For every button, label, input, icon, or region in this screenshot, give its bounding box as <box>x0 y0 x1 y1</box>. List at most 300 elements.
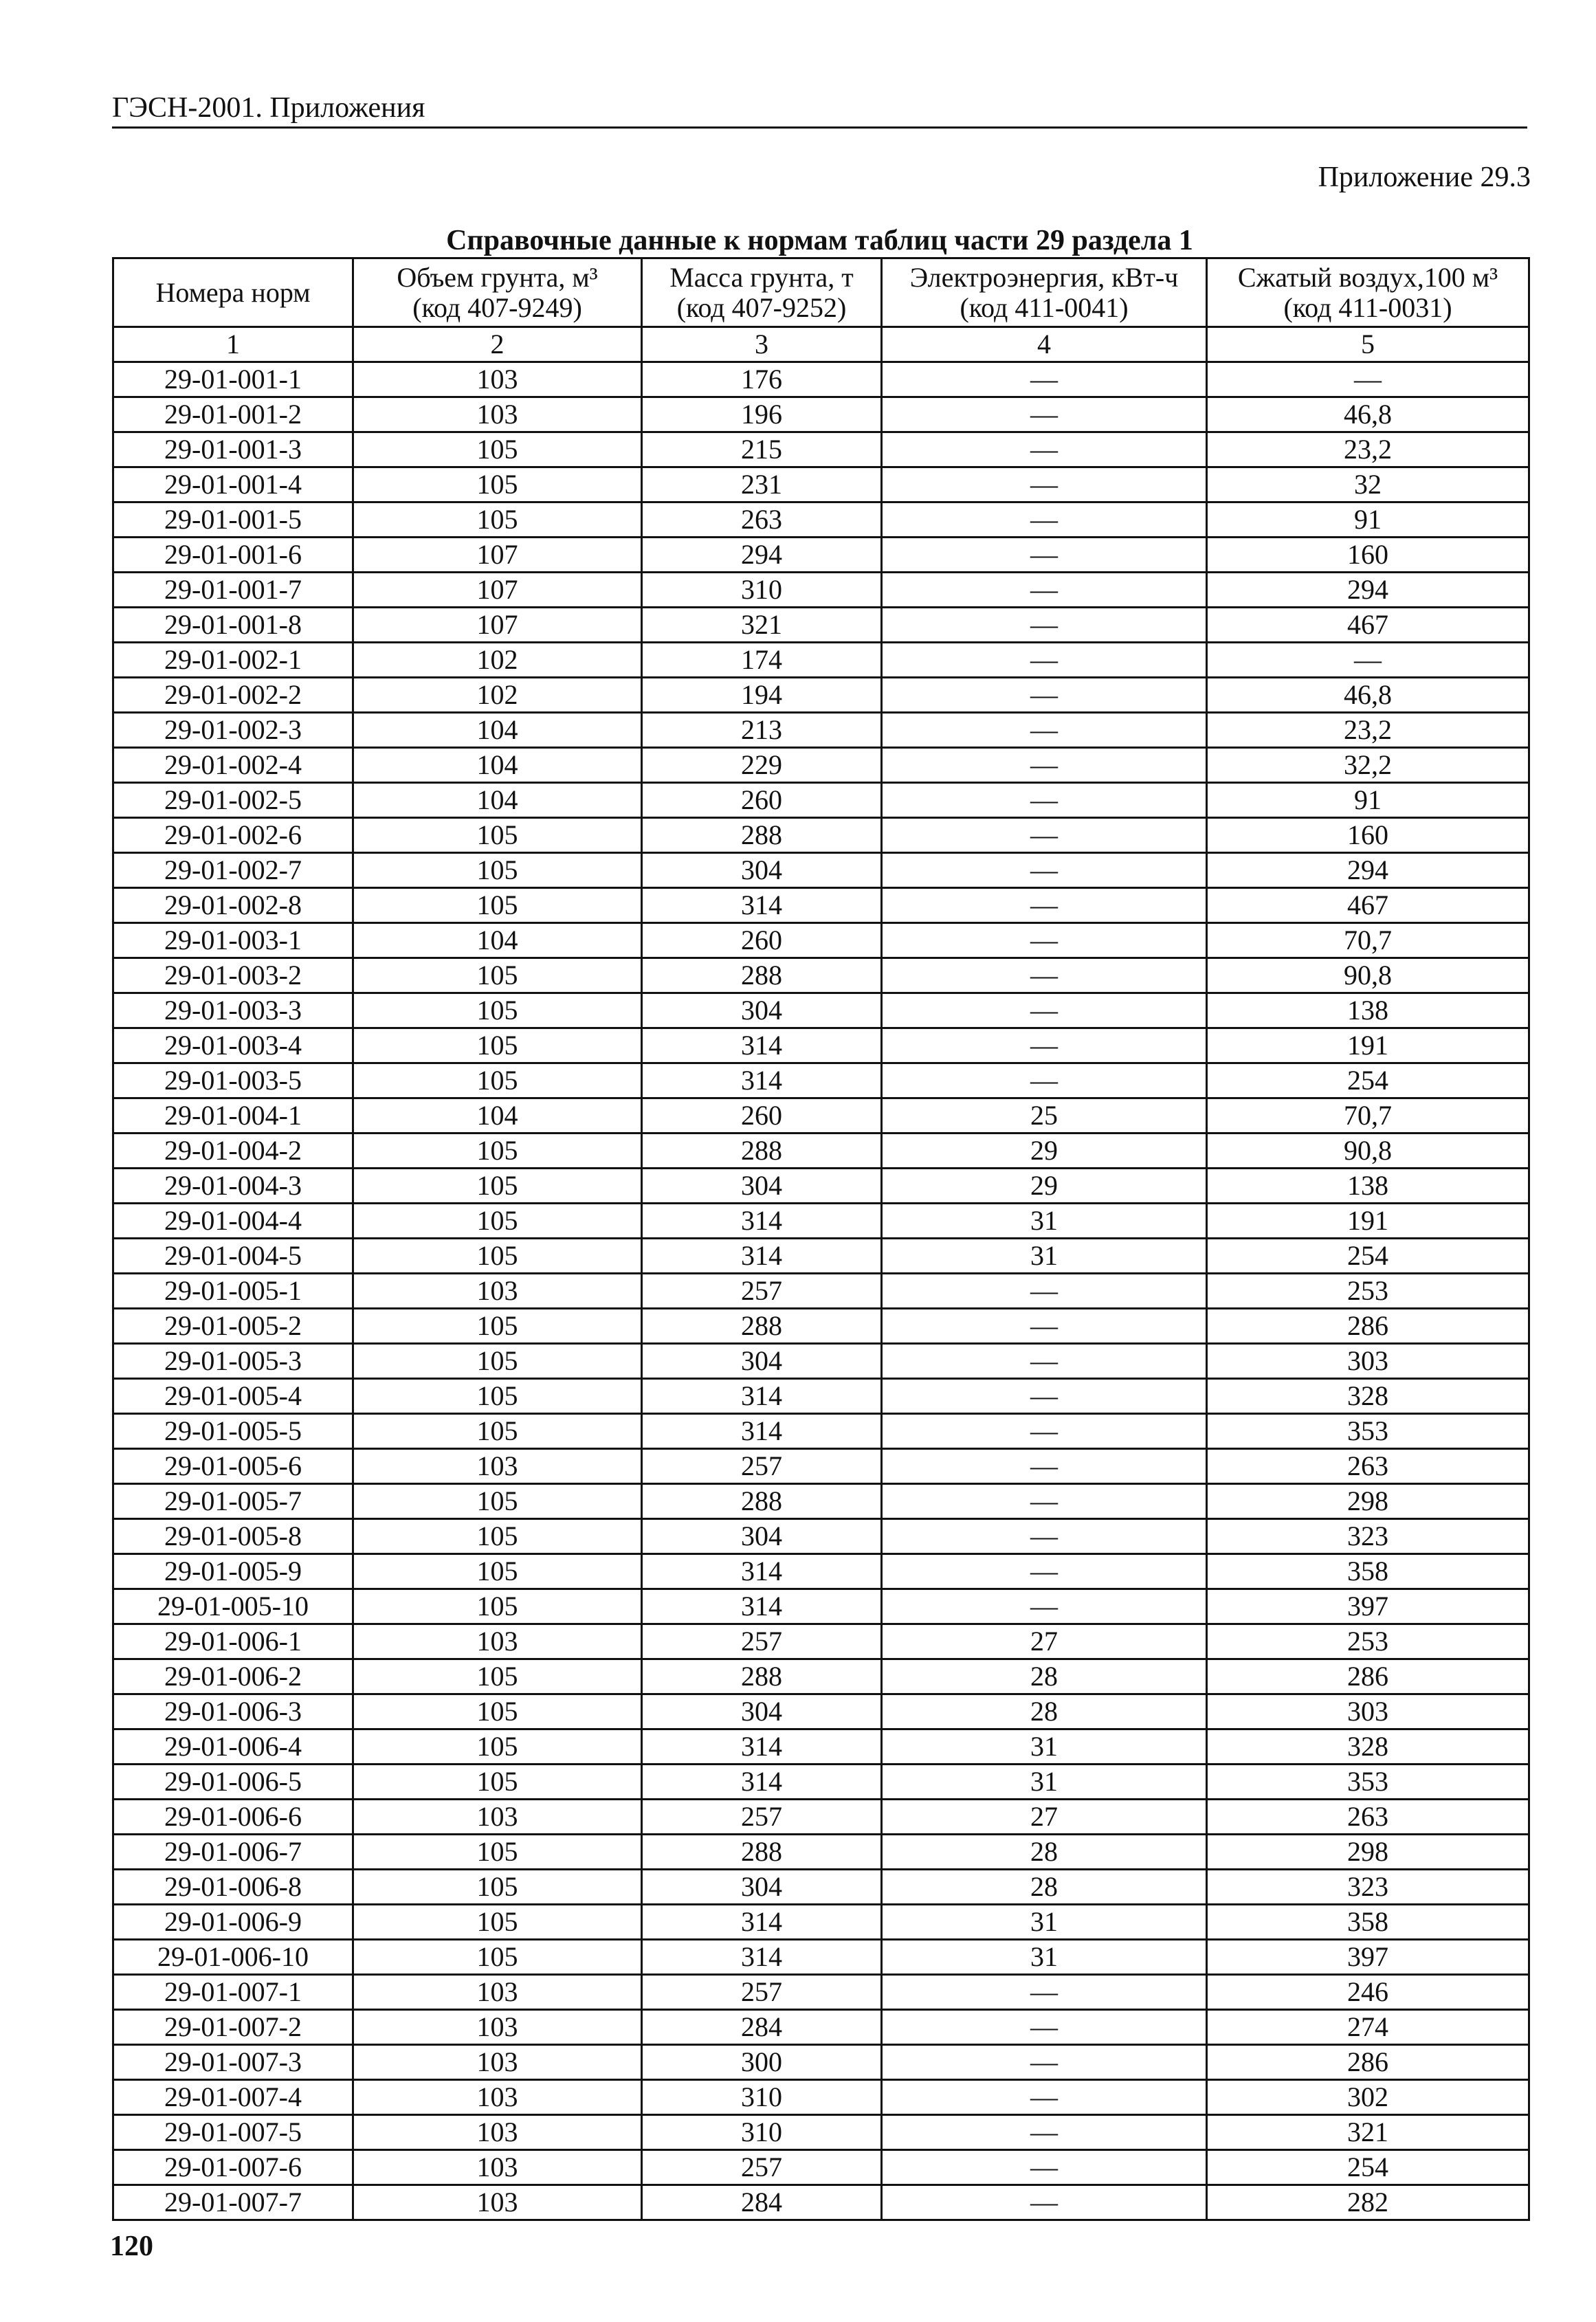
norm-number-cell: 29-01-005-5 <box>113 1414 353 1449</box>
table-row <box>113 853 1529 888</box>
electricity-cell: 27 <box>882 1624 1207 1659</box>
compressed-air-cell: 160 <box>1207 818 1529 853</box>
norm-number-cell: 29-01-003-2 <box>113 958 353 993</box>
norm-number-cell: 29-01-005-6 <box>113 1449 353 1484</box>
soil-mass-cell: 314 <box>642 1905 882 1940</box>
soil-mass-cell: 284 <box>642 2010 882 2045</box>
soil-mass-cell: 314 <box>642 1028 882 1063</box>
compressed-air-cell: 274 <box>1207 2010 1529 2045</box>
table-row <box>113 2185 1529 2220</box>
soil-mass-cell: 304 <box>642 853 882 888</box>
soil-mass-cell: 213 <box>642 713 882 748</box>
soil-mass-cell: 196 <box>642 397 882 432</box>
table-row <box>113 1554 1529 1589</box>
electricity-cell: — <box>882 1554 1207 1589</box>
norm-number-cell: 29-01-002-6 <box>113 818 353 853</box>
norm-number-cell: 29-01-001-8 <box>113 608 353 643</box>
soil-volume-cell: 103 <box>353 1624 642 1659</box>
norm-number-cell: 29-01-005-10 <box>113 1589 353 1624</box>
table-row <box>113 397 1529 432</box>
electricity-cell: 31 <box>882 1940 1207 1975</box>
electricity-cell: — <box>882 993 1207 1028</box>
table-row <box>113 1344 1529 1379</box>
table-row <box>113 608 1529 643</box>
compressed-air-cell: 467 <box>1207 608 1529 643</box>
soil-mass-cell: 257 <box>642 1449 882 1484</box>
table-row <box>113 1835 1529 1870</box>
compressed-air-cell: 254 <box>1207 1063 1529 1098</box>
soil-volume-cell: 105 <box>353 432 642 467</box>
norm-number-cell: 29-01-006-5 <box>113 1765 353 1800</box>
compressed-air-cell: 302 <box>1207 2080 1529 2115</box>
table-row <box>113 643 1529 678</box>
soil-mass-cell: 260 <box>642 923 882 958</box>
column-number: 1 <box>113 327 353 362</box>
norm-number-cell: 29-01-006-4 <box>113 1729 353 1765</box>
compressed-air-cell: 254 <box>1207 1239 1529 1274</box>
soil-mass-cell: 263 <box>642 502 882 538</box>
norm-number-cell: 29-01-007-1 <box>113 1975 353 2010</box>
electricity-cell: 28 <box>882 1870 1207 1905</box>
soil-volume-cell: 105 <box>353 1484 642 1519</box>
electricity-cell: — <box>882 2010 1207 2045</box>
soil-mass-cell: 314 <box>642 1940 882 1975</box>
norm-number-cell: 29-01-001-2 <box>113 397 353 432</box>
table-row <box>113 1204 1529 1239</box>
table-row <box>113 678 1529 713</box>
table-row <box>113 1449 1529 1484</box>
soil-volume-cell: 105 <box>353 1414 642 1449</box>
electricity-cell: — <box>882 853 1207 888</box>
soil-volume-cell: 103 <box>353 1975 642 2010</box>
compressed-air-cell: 70,7 <box>1207 1098 1529 1134</box>
soil-volume-cell: 105 <box>353 502 642 538</box>
soil-volume-cell: 105 <box>353 1940 642 1975</box>
compressed-air-cell: 294 <box>1207 853 1529 888</box>
soil-volume-cell: 105 <box>353 1589 642 1624</box>
table-row <box>113 362 1529 397</box>
norm-number-cell: 29-01-002-1 <box>113 643 353 678</box>
soil-mass-cell: 304 <box>642 1169 882 1204</box>
compressed-air-cell: 303 <box>1207 1694 1529 1729</box>
soil-volume-cell: 105 <box>353 1063 642 1098</box>
norm-number-cell: 29-01-001-4 <box>113 467 353 502</box>
table-row <box>113 1379 1529 1414</box>
soil-mass-cell: 288 <box>642 958 882 993</box>
soil-mass-cell: 314 <box>642 1729 882 1765</box>
compressed-air-cell: 323 <box>1207 1519 1529 1554</box>
electricity-cell: — <box>882 467 1207 502</box>
norm-number-cell: 29-01-005-3 <box>113 1344 353 1379</box>
soil-volume-cell: 105 <box>353 1379 642 1414</box>
compressed-air-cell: 160 <box>1207 538 1529 573</box>
electricity-cell: — <box>882 818 1207 853</box>
soil-mass-cell: 260 <box>642 783 882 818</box>
compressed-air-cell: 191 <box>1207 1204 1529 1239</box>
soil-volume-cell: 105 <box>353 1028 642 1063</box>
soil-mass-cell: 288 <box>642 1659 882 1694</box>
compressed-air-cell: 46,8 <box>1207 397 1529 432</box>
soil-volume-cell: 104 <box>353 748 642 783</box>
compressed-air-cell: 263 <box>1207 1800 1529 1835</box>
soil-mass-cell: 257 <box>642 2150 882 2185</box>
soil-volume-cell: 105 <box>353 1694 642 1729</box>
soil-volume-cell: 107 <box>353 538 642 573</box>
compressed-air-cell: 358 <box>1207 1905 1529 1940</box>
table-row <box>113 1239 1529 1274</box>
electricity-cell: — <box>882 958 1207 993</box>
norm-number-cell: 29-01-003-5 <box>113 1063 353 1098</box>
electricity-cell: — <box>882 608 1207 643</box>
soil-volume-cell: 103 <box>353 362 642 397</box>
compressed-air-cell: — <box>1207 362 1529 397</box>
electricity-cell: — <box>882 2185 1207 2220</box>
soil-mass-cell: 288 <box>642 1134 882 1169</box>
norm-number-cell: 29-01-005-8 <box>113 1519 353 1554</box>
soil-volume-cell: 103 <box>353 2010 642 2045</box>
soil-volume-cell: 105 <box>353 1519 642 1554</box>
electricity-cell: 31 <box>882 1765 1207 1800</box>
compressed-air-cell: 358 <box>1207 1554 1529 1589</box>
compressed-air-cell: 253 <box>1207 1624 1529 1659</box>
soil-mass-cell: 314 <box>642 1379 882 1414</box>
norm-number-cell: 29-01-006-9 <box>113 1905 353 1940</box>
table-row <box>113 1905 1529 1940</box>
soil-mass-cell: 314 <box>642 1414 882 1449</box>
table-row <box>113 1800 1529 1835</box>
electricity-cell: — <box>882 573 1207 608</box>
soil-volume-cell: 102 <box>353 678 642 713</box>
electricity-cell: 29 <box>882 1169 1207 1204</box>
soil-mass-cell: 288 <box>642 1309 882 1344</box>
soil-volume-cell: 104 <box>353 713 642 748</box>
electricity-cell: — <box>882 1309 1207 1344</box>
compressed-air-cell: 138 <box>1207 1169 1529 1204</box>
table-row <box>113 2115 1529 2150</box>
table-row <box>113 1519 1529 1554</box>
compressed-air-cell: 323 <box>1207 1870 1529 1905</box>
electricity-cell: — <box>882 1975 1207 2010</box>
compressed-air-cell: 298 <box>1207 1835 1529 1870</box>
electricity-cell: 28 <box>882 1835 1207 1870</box>
soil-volume-cell: 105 <box>353 888 642 923</box>
electricity-cell: — <box>882 538 1207 573</box>
norm-number-cell: 29-01-002-8 <box>113 888 353 923</box>
table-row <box>113 2045 1529 2080</box>
norm-number-cell: 29-01-005-2 <box>113 1309 353 1344</box>
soil-volume-cell: 103 <box>353 2115 642 2150</box>
soil-volume-cell: 105 <box>353 1134 642 1169</box>
table-row <box>113 1624 1529 1659</box>
norm-number-cell: 29-01-005-9 <box>113 1554 353 1589</box>
norm-number-cell: 29-01-004-4 <box>113 1204 353 1239</box>
electricity-cell: — <box>882 783 1207 818</box>
compressed-air-cell: 263 <box>1207 1449 1529 1484</box>
norm-number-cell: 29-01-003-1 <box>113 923 353 958</box>
compressed-air-cell: 90,8 <box>1207 1134 1529 1169</box>
table-body <box>113 362 1529 2220</box>
soil-mass-cell: 314 <box>642 1589 882 1624</box>
electricity-cell: — <box>882 1519 1207 1554</box>
compressed-air-cell: 286 <box>1207 1309 1529 1344</box>
table-row <box>113 1659 1529 1694</box>
soil-mass-cell: 215 <box>642 432 882 467</box>
norm-number-cell: 29-01-007-2 <box>113 2010 353 2045</box>
norm-number-cell: 29-01-006-8 <box>113 1870 353 1905</box>
norm-number-cell: 29-01-002-5 <box>113 783 353 818</box>
compressed-air-cell: 254 <box>1207 2150 1529 2185</box>
electricity-cell: 31 <box>882 1905 1207 1940</box>
compressed-air-cell: 397 <box>1207 1589 1529 1624</box>
soil-mass-cell: 257 <box>642 1624 882 1659</box>
norm-number-cell: 29-01-007-3 <box>113 2045 353 2080</box>
soil-mass-cell: 260 <box>642 1098 882 1134</box>
compressed-air-cell: 353 <box>1207 1765 1529 1800</box>
compressed-air-cell: 282 <box>1207 2185 1529 2220</box>
page-header: ГЭСН-2001. Приложения <box>112 92 425 124</box>
norm-number-cell: 29-01-007-4 <box>113 2080 353 2115</box>
soil-volume-cell: 104 <box>353 923 642 958</box>
compressed-air-cell: 91 <box>1207 502 1529 538</box>
table-row <box>113 783 1529 818</box>
soil-volume-cell: 105 <box>353 1870 642 1905</box>
table-row <box>113 538 1529 573</box>
compressed-air-cell: 467 <box>1207 888 1529 923</box>
column-header-electricity: Электроэнергия, кВт-ч (код 411-0041) <box>882 258 1207 327</box>
norm-number-cell: 29-01-006-2 <box>113 1659 353 1694</box>
table-row <box>113 2080 1529 2115</box>
soil-mass-cell: 310 <box>642 2115 882 2150</box>
norm-number-cell: 29-01-001-5 <box>113 502 353 538</box>
electricity-cell: — <box>882 678 1207 713</box>
electricity-cell: — <box>882 2080 1207 2115</box>
compressed-air-cell: 286 <box>1207 2045 1529 2080</box>
soil-volume-cell: 107 <box>353 608 642 643</box>
norm-number-cell: 29-01-001-6 <box>113 538 353 573</box>
compressed-air-cell: 303 <box>1207 1344 1529 1379</box>
norm-number-cell: 29-01-006-1 <box>113 1624 353 1659</box>
table-row <box>113 2010 1529 2045</box>
table-row <box>113 958 1529 993</box>
soil-mass-cell: 288 <box>642 818 882 853</box>
soil-mass-cell: 229 <box>642 748 882 783</box>
soil-volume-cell: 103 <box>353 2150 642 2185</box>
compressed-air-cell: 70,7 <box>1207 923 1529 958</box>
electricity-cell: — <box>882 748 1207 783</box>
norm-number-cell: 29-01-004-5 <box>113 1239 353 1274</box>
soil-volume-cell: 105 <box>353 1835 642 1870</box>
norm-number-cell: 29-01-004-3 <box>113 1169 353 1204</box>
soil-volume-cell: 105 <box>353 993 642 1028</box>
soil-mass-cell: 314 <box>642 1204 882 1239</box>
table-row <box>113 432 1529 467</box>
electricity-cell: — <box>882 2150 1207 2185</box>
table-row <box>113 993 1529 1028</box>
soil-volume-cell: 105 <box>353 1659 642 1694</box>
column-number: 3 <box>642 327 882 362</box>
column-number: 2 <box>353 327 642 362</box>
soil-volume-cell: 103 <box>353 1800 642 1835</box>
electricity-cell: 31 <box>882 1239 1207 1274</box>
electricity-cell: — <box>882 1028 1207 1063</box>
soil-volume-cell: 105 <box>353 1729 642 1765</box>
soil-volume-cell: 105 <box>353 467 642 502</box>
electricity-cell: — <box>882 1484 1207 1519</box>
soil-mass-cell: 304 <box>642 1519 882 1554</box>
electricity-cell: — <box>882 2115 1207 2150</box>
electricity-cell: — <box>882 888 1207 923</box>
compressed-air-cell: 32,2 <box>1207 748 1529 783</box>
table-row <box>113 1975 1529 2010</box>
electricity-cell: — <box>882 2045 1207 2080</box>
table-title: Справочные данные к нормам таблиц части 29 раздела 1 <box>446 225 1193 256</box>
table-row <box>113 888 1529 923</box>
table-row <box>113 573 1529 608</box>
table-row <box>113 1063 1529 1098</box>
norm-number-cell: 29-01-007-7 <box>113 2185 353 2220</box>
compressed-air-cell: 90,8 <box>1207 958 1529 993</box>
electricity-cell: — <box>882 502 1207 538</box>
electricity-cell: — <box>882 1274 1207 1309</box>
electricity-cell: 31 <box>882 1204 1207 1239</box>
norm-number-cell: 29-01-005-7 <box>113 1484 353 1519</box>
soil-volume-cell: 105 <box>353 958 642 993</box>
soil-volume-cell: 105 <box>353 1309 642 1344</box>
electricity-cell: 27 <box>882 1800 1207 1835</box>
compressed-air-cell: 32 <box>1207 467 1529 502</box>
norm-number-cell: 29-01-006-7 <box>113 1835 353 1870</box>
soil-volume-cell: 105 <box>353 1905 642 1940</box>
soil-volume-cell: 103 <box>353 397 642 432</box>
electricity-cell: — <box>882 432 1207 467</box>
electricity-cell: — <box>882 362 1207 397</box>
electricity-cell: — <box>882 1589 1207 1624</box>
soil-volume-cell: 103 <box>353 1274 642 1309</box>
table-row <box>113 502 1529 538</box>
norm-number-cell: 29-01-007-6 <box>113 2150 353 2185</box>
soil-volume-cell: 103 <box>353 2080 642 2115</box>
page-number: 120 <box>110 2231 153 2262</box>
compressed-air-cell: 328 <box>1207 1379 1529 1414</box>
compressed-air-cell: 397 <box>1207 1940 1529 1975</box>
soil-mass-cell: 288 <box>642 1835 882 1870</box>
soil-volume-cell: 105 <box>353 1344 642 1379</box>
soil-mass-cell: 194 <box>642 678 882 713</box>
table-row <box>113 1414 1529 1449</box>
soil-mass-cell: 314 <box>642 888 882 923</box>
electricity-cell: — <box>882 1344 1207 1379</box>
norms-table <box>112 257 1530 2221</box>
soil-volume-cell: 105 <box>353 853 642 888</box>
norm-number-cell: 29-01-006-6 <box>113 1800 353 1835</box>
table-row <box>113 1729 1529 1765</box>
norm-number-cell: 29-01-002-2 <box>113 678 353 713</box>
soil-mass-cell: 314 <box>642 1554 882 1589</box>
column-header-norm-numbers: Номера норм <box>113 258 353 327</box>
table-row <box>113 1274 1529 1309</box>
norm-number-cell: 29-01-001-7 <box>113 573 353 608</box>
norm-number-cell: 29-01-003-4 <box>113 1028 353 1063</box>
soil-volume-cell: 103 <box>353 1449 642 1484</box>
compressed-air-cell: 246 <box>1207 1975 1529 2010</box>
compressed-air-cell: — <box>1207 643 1529 678</box>
table-row <box>113 1169 1529 1204</box>
soil-mass-cell: 304 <box>642 1694 882 1729</box>
norm-number-cell: 29-01-002-7 <box>113 853 353 888</box>
table-row <box>113 818 1529 853</box>
compressed-air-cell: 46,8 <box>1207 678 1529 713</box>
electricity-cell: — <box>882 1063 1207 1098</box>
soil-mass-cell: 284 <box>642 2185 882 2220</box>
compressed-air-cell: 286 <box>1207 1659 1529 1694</box>
soil-volume-cell: 105 <box>353 1765 642 1800</box>
soil-volume-cell: 103 <box>353 2185 642 2220</box>
table-row <box>113 1098 1529 1134</box>
electricity-cell: — <box>882 643 1207 678</box>
compressed-air-cell: 253 <box>1207 1274 1529 1309</box>
table-row <box>113 1694 1529 1729</box>
table-row <box>113 2150 1529 2185</box>
electricity-cell: — <box>882 397 1207 432</box>
column-header-compressed-air: Сжатый воздух,100 м³ (код 411-0031) <box>1207 258 1529 327</box>
soil-volume-cell: 104 <box>353 1098 642 1134</box>
table-row <box>113 923 1529 958</box>
soil-mass-cell: 321 <box>642 608 882 643</box>
norm-number-cell: 29-01-001-3 <box>113 432 353 467</box>
soil-mass-cell: 310 <box>642 2080 882 2115</box>
norm-number-cell: 29-01-002-4 <box>113 748 353 783</box>
soil-mass-cell: 257 <box>642 1274 882 1309</box>
table-row <box>113 713 1529 748</box>
electricity-cell: 29 <box>882 1134 1207 1169</box>
soil-volume-cell: 105 <box>353 1554 642 1589</box>
norm-number-cell: 29-01-007-5 <box>113 2115 353 2150</box>
compressed-air-cell: 321 <box>1207 2115 1529 2150</box>
table-row <box>113 1309 1529 1344</box>
column-number: 4 <box>882 327 1207 362</box>
soil-volume-cell: 105 <box>353 818 642 853</box>
compressed-air-cell: 294 <box>1207 573 1529 608</box>
table-row <box>113 467 1529 502</box>
electricity-cell: 31 <box>882 1729 1207 1765</box>
norm-number-cell: 29-01-006-3 <box>113 1694 353 1729</box>
soil-volume-cell: 102 <box>353 643 642 678</box>
electricity-cell: — <box>882 1379 1207 1414</box>
soil-mass-cell: 310 <box>642 573 882 608</box>
soil-mass-cell: 257 <box>642 1975 882 2010</box>
soil-volume-cell: 107 <box>353 573 642 608</box>
soil-mass-cell: 288 <box>642 1484 882 1519</box>
column-header-soil-volume: Объем грунта, м³ (код 407-9249) <box>353 258 642 327</box>
compressed-air-cell: 191 <box>1207 1028 1529 1063</box>
norm-number-cell: 29-01-006-10 <box>113 1940 353 1975</box>
norm-number-cell: 29-01-003-3 <box>113 993 353 1028</box>
soil-mass-cell: 174 <box>642 643 882 678</box>
soil-mass-cell: 314 <box>642 1765 882 1800</box>
table-row <box>113 1484 1529 1519</box>
electricity-cell: 28 <box>882 1659 1207 1694</box>
table-row <box>113 1134 1529 1169</box>
norm-number-cell: 29-01-002-3 <box>113 713 353 748</box>
soil-volume-cell: 105 <box>353 1169 642 1204</box>
compressed-air-cell: 298 <box>1207 1484 1529 1519</box>
table-row <box>113 1589 1529 1624</box>
soil-mass-cell: 176 <box>642 362 882 397</box>
soil-mass-cell: 300 <box>642 2045 882 2080</box>
electricity-cell: — <box>882 1449 1207 1484</box>
header-divider <box>112 126 1527 129</box>
compressed-air-cell: 23,2 <box>1207 432 1529 467</box>
